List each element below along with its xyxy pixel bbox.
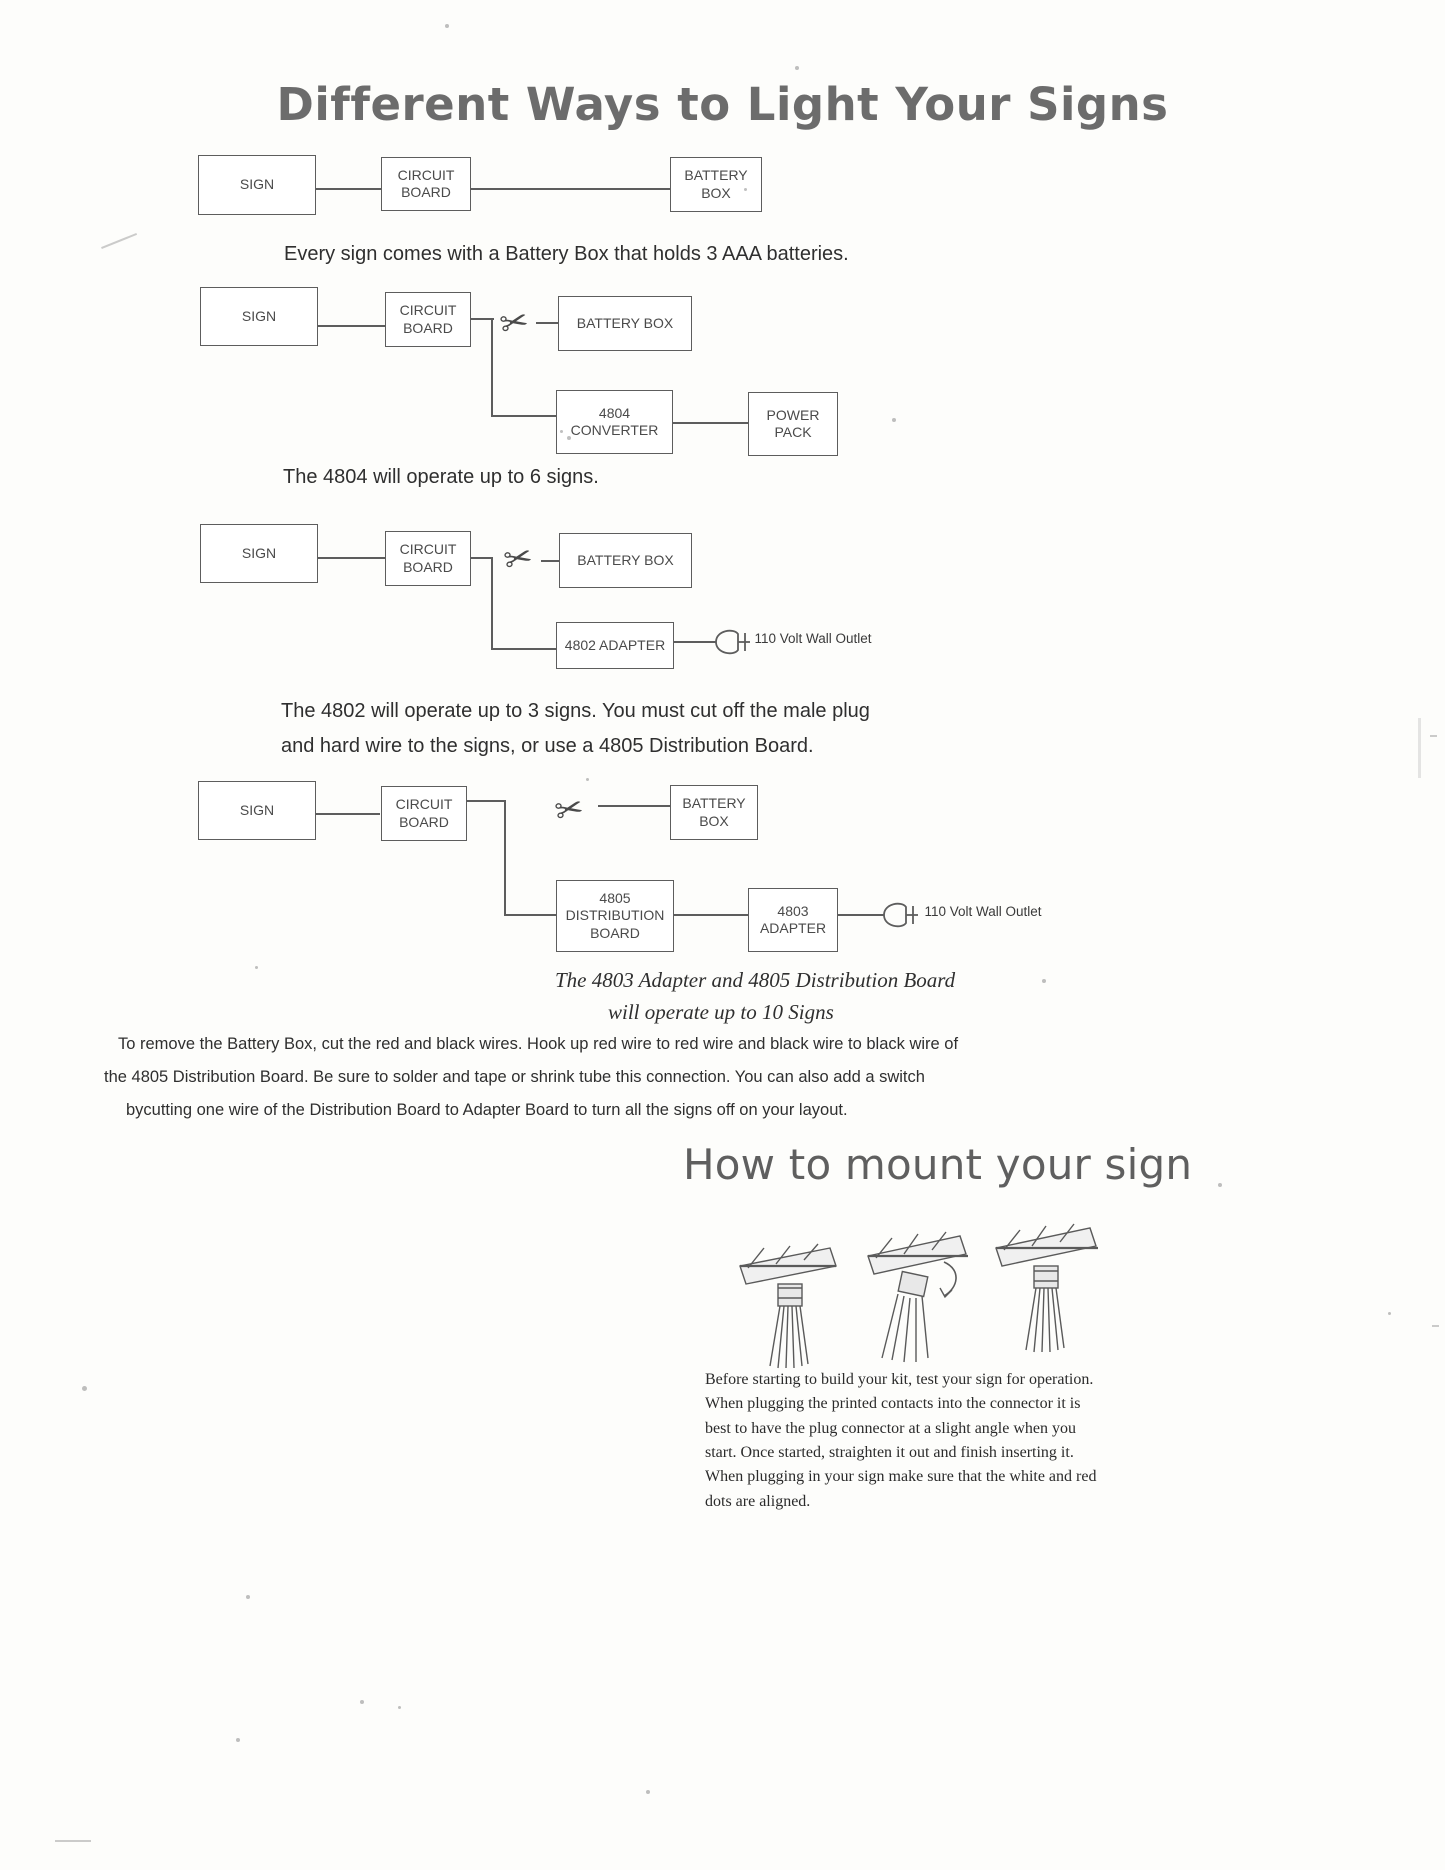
scissors-icon-4: ✂ [551,787,588,833]
caption-diagram-4-line-2: will operate up to 10 Signs [608,1000,834,1024]
page-title: Different Ways to Light Your Signs [276,78,1169,131]
mount-note-line-1: Before starting to build your kit, test your sign for operation. [705,1371,1094,1388]
wire-to-battery-2 [536,322,558,324]
wire-converter-to-powerpack-2 [671,422,748,424]
wire-branch-to-distribution-4 [504,914,558,916]
scan-speck [744,188,747,191]
scan-speck [398,1706,401,1709]
wire-to-battery-3 [541,560,559,562]
wire-branch-down-2 [491,318,493,416]
wire-branch-to-adapter-3 [491,648,557,650]
mount-note-line-3: best to have the plug connector at a slight angle when you [705,1419,1077,1437]
wire-branch-down-4 [504,800,506,915]
mount-note-line-6: dots are aligned. [705,1492,811,1510]
wire-distribution-to-adapter-4 [671,914,748,916]
battery-note-line-2: the 4805 Distribution Board. Be sure to solder and tape or shrink tube this connection. You can also add a switch [104,1068,925,1086]
box-circuit-board-2: CIRCUIT BOARD [385,292,471,347]
battery-note-line-1: To remove the Battery Box, cut the red and black wires. Hook up red wire to red wire and black wire to black wire of [118,1035,959,1053]
scan-artifact [55,1840,91,1842]
scan-speck [567,436,571,440]
outlet-label-4: 110 Volt Wall Outlet [924,904,1042,919]
scan-speck [246,1595,250,1599]
scan-speck [1042,979,1046,983]
box-4803-adapter: 4803 ADAPTER [748,888,838,952]
outlet-label-3: 110 Volt Wall Outlet [754,631,872,646]
scissors-icon-2: ✂ [496,300,533,346]
wire-branch-to-converter-2 [491,415,557,417]
scan-artifact [1432,1325,1439,1327]
box-sign-1: SIGN [198,155,316,215]
scan-speck [1218,1183,1222,1187]
scan-speck [795,66,799,70]
scan-speck [445,24,449,28]
box-battery-box-3: BATTERY BOX [559,533,692,588]
scan-speck [892,418,896,422]
scan-speck [560,430,563,433]
scissors-icon-3: ✂ [500,536,537,582]
caption-diagram-3-line-1: The 4802 will operate up to 3 signs. You must cut off the male plug [281,700,870,722]
mount-note-line-2: When plugging the printed contacts into the connector it is [705,1395,1081,1413]
scan-speck [360,1700,364,1704]
wire-branch-down-3 [491,557,493,649]
scan-artifact [1430,735,1437,737]
wire-board-to-battery-1 [469,188,674,190]
battery-note-line-3: bycutting one wire of the Distribution Board to Adapter Board to turn all the signs off on your layout. [126,1101,848,1119]
scan-speck [646,1790,650,1794]
scan-speck [586,778,589,781]
box-sign-3: SIGN [200,524,318,583]
box-4802-adapter: 4802 ADAPTER [556,622,674,669]
wire-board-stub-4 [465,800,505,802]
mount-section-title: How to mount your sign [683,1140,1193,1189]
wire-to-battery-4 [598,805,670,807]
scan-artifact [101,233,137,249]
wire-board-stub-3 [469,557,493,559]
box-circuit-board-4: CIRCUIT BOARD [381,786,467,841]
box-battery-box-1: BATTERY BOX [670,157,762,212]
box-circuit-board-3: CIRCUIT BOARD [385,531,471,586]
sign-mounting-illustration [718,1218,1138,1378]
box-circuit-board-1: CIRCUIT BOARD [381,157,471,211]
wire-adapter-to-plug-4 [836,914,884,916]
scan-artifact [1418,718,1421,778]
box-4804-converter: 4804 CONVERTER [556,390,673,454]
caption-diagram-1: Every sign comes with a Battery Box that holds 3 AAA batteries. [284,243,849,265]
box-sign-4: SIGN [198,781,316,840]
scan-speck [255,966,258,969]
caption-diagram-3-line-2: and hard wire to the signs, or use a 4805 Distribution Board. [281,735,814,757]
box-battery-box-2: BATTERY BOX [558,296,692,351]
mount-note-line-5: When plugging in your sign make sure that the white and red [705,1468,1097,1486]
caption-diagram-4-line-1: The 4803 Adapter and 4805 Distribution Board [555,968,956,992]
wire-adapter-to-plug-3 [671,641,716,643]
box-sign-2: SIGN [200,287,318,346]
scan-speck [236,1738,240,1742]
mount-note [705,1368,1175,1514]
caption-diagram-2: The 4804 will operate up to 6 signs. [283,466,599,488]
box-battery-box-4: BATTERY BOX [670,785,758,840]
mount-note-line-4: start. Once started, straighten it out and finish inserting it. [705,1443,1074,1461]
scan-speck [1388,1312,1391,1315]
box-power-pack: POWER PACK [748,392,838,456]
box-4805-distribution-board: 4805 DISTRIBUTION BOARD [556,880,674,952]
scan-speck [82,1386,87,1391]
